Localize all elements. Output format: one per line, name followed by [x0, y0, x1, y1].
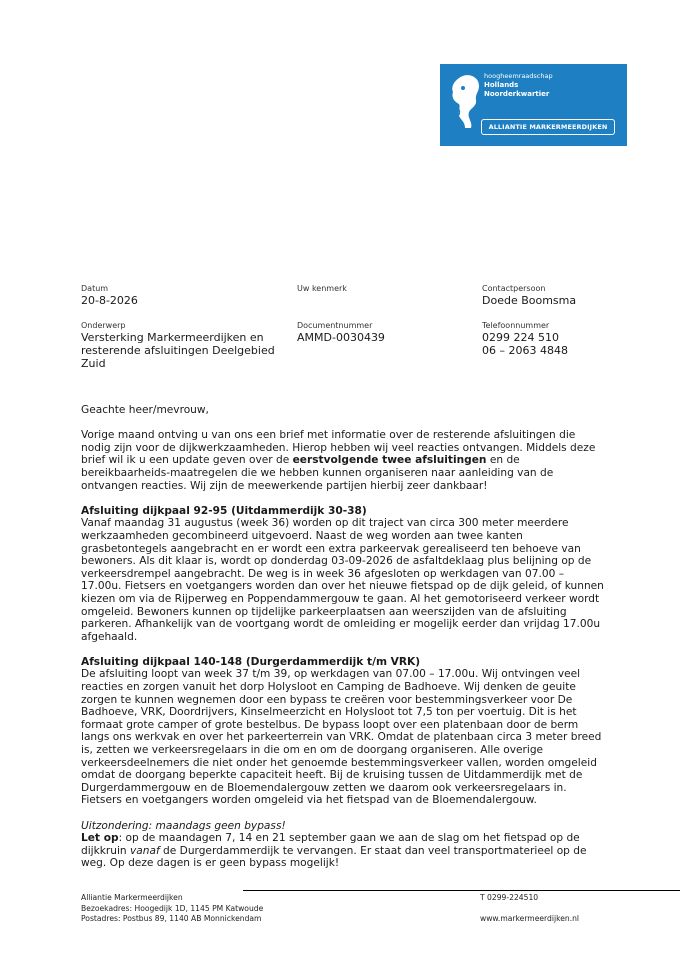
datum-value: 20-8-2026 [81, 294, 138, 307]
logo-line-3: Noorderkwartier [484, 90, 550, 98]
section-1-title: Afsluiting dijkpaal 92-95 (Uitdammerdijk 30-38) [81, 504, 367, 517]
section-2-title: Afsluiting dijkpaal 140-148 (Durgerdammerdijk t/m VRK) [81, 655, 421, 668]
onderwerp-line-2: resterende afsluitingen Deelgebied [81, 344, 275, 357]
logo-line-2: Hollands [484, 81, 519, 89]
tel-label: Telefoonnummer [482, 321, 550, 330]
lion-emblem-icon [449, 72, 483, 130]
section-2-text: De afsluiting loopt van week 37 t/m 39, op werkdagen van 07.00 – 17.00u. Wij ontvingen veel reacties en zorgen vanuit het dorp Holysloot en Camping de Badhoeve. Wij denken de geuite zorgen te kunnen wegnemen door een bypass te creëren voor bestemmingsverkeer voor De Badhoeve, VRK, Doordrijvers, Kinselmeerzicht en Holysloot tot 7,5 ton per voertuig. Dit is het formaat grote camper of grote bestelbus. De bypass loopt over een platenbaan door de berm langs ons werkvak en over het parkeerterrein van VRK. Omdat de platenbaan circa 3 meter breed is, zetten we verkeersregelaars in die om en om de doorgang organiseren. Alle overige verkeersdeelnemers die niet onder het genoemde bestemmingsverkeer vallen, worden omgeleid omdat de doorgang beperkte capaciteit heeft. Bij de kruising tussen de Uitdammerdijk met de Durgerdammergouw en de Bloemendalergouw zetten we daarom ook verkeersregelaars in. Fietsers en voetgangers worden omgeleid via het fietspad van de Bloemendalergouw. [81, 668, 602, 807]
onderwerp-label: Onderwerp [81, 321, 126, 330]
contact-label: Contactpersoon [482, 284, 546, 293]
intro-text-b: en de bereikbaarheids-maatregelen die we hebben kunnen organiseren naar aanleiding van de ontvangen reacties. Wij zijn de meewerkende partijen hierbij zeer dankbaar! [81, 454, 554, 492]
datum-label: Datum [81, 284, 109, 293]
onderwerp-line-1: Versterking Markermeerdijken en [81, 331, 264, 344]
footer-phone: T 0299-224510 [480, 893, 539, 902]
docnr-value: AMMD-0030439 [297, 331, 385, 344]
onderwerp-line-3: Zuid [81, 357, 106, 370]
footer-post: Postadres: Postbus 89, 1140 AB Monnickendam [81, 914, 262, 923]
section-1-text: Vanaf maandag 31 augustus (week 36) worden op dit traject van circa 300 meter meerdere werkzaamheden gecombineerd uitgevoerd. Naast de weg worden aan twee kanten grasbetontegels aangebracht en er wordt een extra parkeervak gerealiseerd ten behoeve van bewoners. Als dit klaar is, wordt op donderdag 03-09-2026 de asfaltdeklaag plus belijning op de verkeersdrempel aangebracht. De weg is in week 36 afgesloten op werkdagen van 07.00 – 17.00u. Fietsers en voetgangers worden dan over het nieuwe fietspad op de dijk geleid, of kunnen kiezen om via de Rijperweg en Poppendammergouw te gaan. Al het gemotoriseerd verkeer wordt omgeleid. Bewoners kunnen op tijdelijke parkeerplaatsen aan weerszijden van de afsluiting parkeren. Afhankelijk van de voortgang wordt de omleiding er mogelijk eerder dan vrijdag 17.00u afgehaald. [81, 517, 604, 643]
logo-line-1: hoogheemraadschap [484, 72, 553, 80]
exception-title: Uitzondering: maandags geen bypass! [81, 819, 286, 832]
exception-paragraph [81, 832, 606, 870]
tel-1: 0299 224 510 [482, 331, 559, 344]
exception-text-b: de Durgerdammerdijk te vervangen. Er staat dan veel transportmaterieel op de weg. Op deze dagen is er geen bypass mogelijk! [81, 844, 587, 870]
exception-text-a: : op de maandagen 7, 14 en 21 september gaan we aan de slag om het fietspad op de dijkkruin [81, 832, 580, 857]
footer-web[interactable]: www.markermeerdijken.nl [480, 914, 580, 923]
tel-value [482, 331, 568, 357]
logo-text [484, 72, 553, 99]
footer-visit: Bezoekadres: Hoogedijk 1D, 1145 PM Katwoude [81, 903, 264, 913]
contact-value: Doede Boomsma [482, 294, 577, 307]
exception-em: vanaf [129, 844, 160, 857]
footer-divider [243, 890, 680, 891]
footer-address [81, 893, 263, 925]
tel-2: 06 – 2063 4848 [482, 344, 568, 357]
logo-bar: ALLIANTIE MARKERMEERDIJKEN [481, 119, 615, 135]
docnr-label: Documentnummer [297, 321, 373, 330]
onderwerp-value [81, 331, 275, 370]
intro-paragraph [81, 429, 606, 492]
intro-bold: eerstvolgende twee afsluitingen [292, 454, 487, 467]
greeting: Geachte heer/mevrouw, [81, 404, 209, 416]
logo [440, 64, 627, 146]
kenmerk-label: Uw kenmerk [297, 284, 347, 293]
footer-org: Alliantie Markermeerdijken [81, 893, 183, 902]
exception-bold: Let op [81, 832, 119, 845]
letter-body [81, 404, 606, 883]
intro-text-a: Vorige maand ontving u van ons een brief met informatie over de resterende afsluitingen die nodig zijn voor de dijkwerkzaamheden. Hierop hebben wij veel reacties ontvangen. Middels deze brief wil ik u een update geven over de [81, 429, 596, 467]
